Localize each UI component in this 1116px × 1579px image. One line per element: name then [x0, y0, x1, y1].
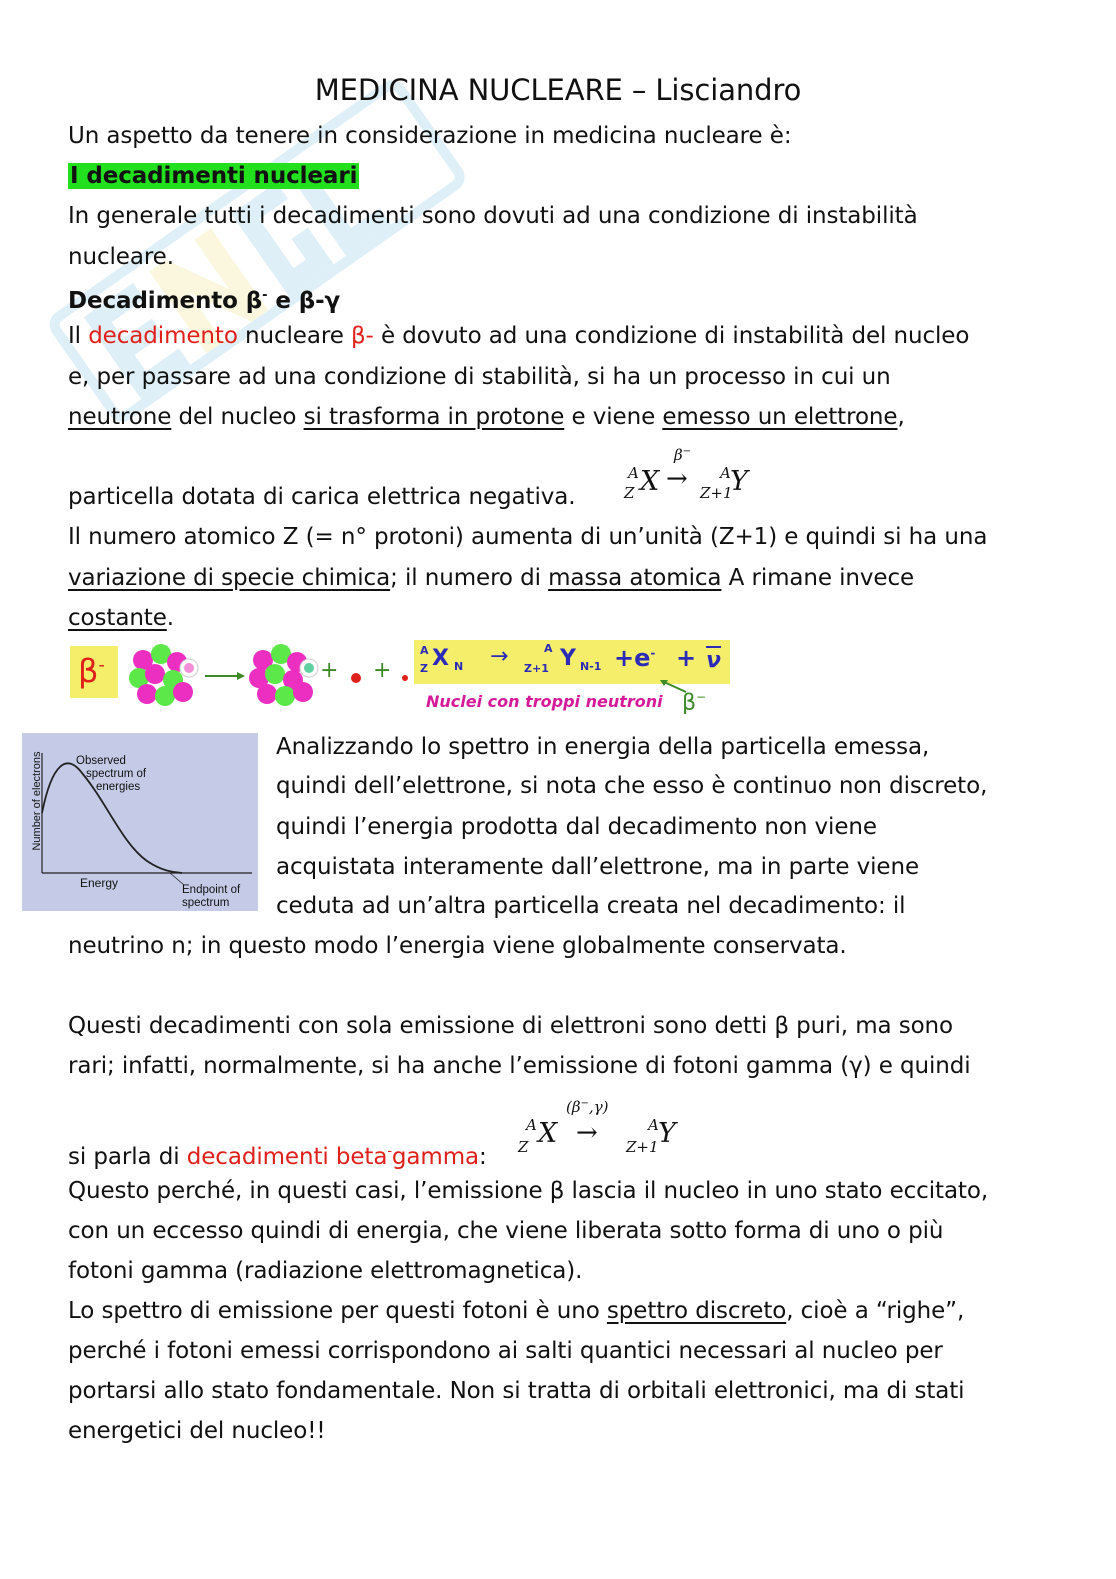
text: e viene — [564, 404, 663, 430]
arrow-icon: → — [666, 464, 688, 494]
atomic-number: Z+1 — [626, 1138, 659, 1156]
superscript: - — [262, 288, 268, 303]
parent-nucleus-icon — [129, 644, 198, 706]
parent-nucleus: X — [538, 1118, 558, 1149]
paragraph-line: Questo perché, in questi casi, l’emissione β lascia il nucleo in uno stato eccitato, — [68, 1178, 989, 1204]
text: del nucleo — [171, 404, 304, 430]
section-heading — [68, 156, 359, 196]
beta-symbol: β — [78, 652, 99, 690]
mass-number: A — [628, 464, 639, 482]
paragraph-line: particella dotata di carica elettrica negativa. — [68, 484, 576, 510]
paragraph-line: fotoni gamma (radiazione elettromagnetica). — [68, 1258, 583, 1284]
endpoint-annotation: Endpoint of — [182, 884, 241, 896]
text: Il — [68, 323, 89, 349]
superscript: - — [98, 654, 105, 676]
text: : — [479, 1144, 487, 1170]
paragraph-line: rari; infatti, normalmente, si ha anche l’emissione di fotoni gamma (γ) e quindi — [68, 1053, 971, 1079]
atomic-number: Z — [518, 1138, 529, 1156]
paragraph-line: neutrino n; in questo modo l’energia viene globalmente conservata. — [68, 933, 847, 959]
text: , cioè a “righe”, — [786, 1298, 965, 1324]
beta-symbol: β — [682, 690, 697, 716]
formula-beta-gamma — [516, 1096, 686, 1160]
paragraph-line: e, per passare ad una condizione di stabilità, si ha un processo in cui un — [68, 364, 891, 390]
paragraph-line: con un eccesso quindi di energia, che viene liberata sotto forma di uno o più — [68, 1218, 944, 1244]
mass-number: A — [526, 1116, 537, 1134]
atomic-number: Z+1 — [524, 662, 549, 675]
text: . — [166, 605, 174, 631]
red-text: gamma — [391, 1144, 480, 1170]
paragraph-line: energetici del nucleo!! — [68, 1418, 326, 1444]
text: ; il numero di — [390, 565, 549, 591]
electron-term — [614, 644, 655, 672]
superscript: - — [387, 1144, 392, 1159]
atomic-number: Z+1 — [700, 484, 733, 502]
paragraph-line: portarsi allo stato fondamentale. Non si tratta di orbitali elettronici, ma di stati — [68, 1378, 965, 1404]
text: A rimane invece — [721, 565, 915, 591]
beta-label — [78, 652, 105, 690]
text: , — [897, 404, 905, 430]
beta-label-box — [70, 646, 118, 698]
red-text: decadimento — [88, 323, 238, 349]
daughter-nucleus-icon — [249, 644, 318, 706]
daughter-nucleus: Y — [658, 1118, 676, 1149]
label-text: ,γ) — [588, 1098, 609, 1116]
beta-minus-label — [682, 690, 706, 715]
arrow-icon: → — [490, 644, 509, 669]
antineutrino-symbol: $\overline{\nu}$ — [706, 648, 721, 673]
arrow-icon: → — [576, 1118, 598, 1148]
paragraph-line: ceduta ad un’altra particella creata nel decadimento: il — [276, 893, 906, 919]
paragraph-line: acquistata interamente dall’elettrone, ma in parte viene — [276, 854, 920, 880]
mass-number: A — [648, 1116, 659, 1134]
text: Lo spettro di emissione per questi fotoni è uno — [68, 1298, 607, 1324]
underlined-text: emesso un elettrone — [662, 404, 898, 430]
underlined-text: spettro discreto — [606, 1298, 787, 1324]
atomic-number: Z — [624, 484, 635, 502]
subheading-beta — [68, 276, 340, 321]
plus-sign: + — [320, 658, 339, 683]
parent-nucleus: X — [640, 466, 660, 497]
underlined-text: massa atomica — [548, 565, 722, 591]
mass-number: A — [720, 464, 731, 482]
plus-sign: + — [373, 658, 392, 683]
arrow-label — [674, 446, 691, 464]
underlined-text: si trasforma in protone — [303, 404, 565, 430]
neutrino-icon — [402, 675, 408, 681]
curve-annotation: Observed — [76, 755, 126, 767]
paragraph-line — [68, 598, 174, 638]
paragraph-line: quindi dell’elettrone, si nota che esso è continuo non discreto, — [276, 773, 988, 799]
x-axis-label: Energy — [80, 876, 119, 890]
intro-text: Un aspetto da tenere in considerazione in medicina nucleare è: — [68, 123, 792, 149]
neutron-number: N — [454, 660, 464, 673]
beta-symbol: β — [674, 446, 683, 464]
paragraph-line: Il numero atomico Z (= n° protoni) aumenta di un’unità (Z+1) e quindi si ha una — [68, 524, 988, 550]
paragraph-line: Questi decadimenti con sola emissione di elettroni sono detti β puri, ma sono — [68, 1013, 954, 1039]
paragraph-line: Analizzando lo spettro in energia della particella emessa, — [276, 734, 930, 760]
red-text: β- — [350, 323, 374, 349]
y-axis-label: Number of electrons — [31, 751, 43, 851]
paragraph-line — [68, 316, 969, 356]
paragraph-line: nucleare. — [68, 244, 174, 270]
superscript: − — [580, 1098, 589, 1109]
mass-number: A — [544, 642, 553, 655]
curve-annotation: spectrum of — [86, 768, 147, 780]
beta-decay-figure — [70, 640, 740, 725]
underlined-text: costante — [68, 605, 167, 631]
formula-beta-decay — [622, 444, 762, 504]
curve-annotation: energies — [96, 781, 141, 793]
text: nucleare — [237, 323, 351, 349]
label-text: (β — [566, 1098, 581, 1116]
neutron-number: N-1 — [580, 660, 602, 673]
underlined-text: neutrone — [68, 404, 172, 430]
electron-text: +e — [614, 644, 651, 672]
subheading-text: Decadimento β — [68, 288, 263, 314]
paragraph-line: quindi l’energia prodotta dal decadimento non viene — [276, 814, 877, 840]
arrow-label — [566, 1098, 609, 1116]
paragraph-line — [68, 397, 905, 437]
superscript: − — [696, 690, 707, 704]
text: è dovuto ad una condizione di instabilità del nucleo — [373, 323, 970, 349]
subheading-text: e β-γ — [267, 288, 341, 314]
superscript: - — [650, 646, 656, 660]
red-text: decadimenti beta — [186, 1144, 388, 1170]
paragraph-line — [68, 1291, 964, 1331]
daughter-symbol: Y — [560, 646, 576, 671]
endpoint-annotation: spectrum — [182, 897, 230, 909]
daughter-nucleus: Y — [730, 466, 748, 497]
underlined-text: variazione di specie chimica — [68, 565, 391, 591]
paragraph-line: perché i fotoni emessi corrispondono ai salti quantici necessari al nucleo per — [68, 1338, 943, 1364]
parent-symbol: X — [432, 646, 449, 671]
text: si parla di — [68, 1144, 187, 1170]
figure-caption: Nuclei con troppi neutroni — [426, 692, 663, 711]
paragraph-line: In generale tutti i decadimenti sono dovuti ad una condizione di instabilità — [68, 203, 918, 229]
superscript: − — [682, 446, 692, 457]
heading-decadimenti: I decadimenti nucleari — [70, 163, 358, 189]
atomic-number: Z — [420, 662, 428, 675]
page-title: MEDICINA NUCLEARE – Lisciandro — [314, 73, 802, 107]
electron-spectrum-figure — [22, 733, 258, 911]
electron-icon — [351, 673, 361, 683]
paragraph-line — [68, 558, 914, 598]
plus-sign: + — [676, 644, 697, 672]
mass-number: A — [420, 644, 429, 657]
